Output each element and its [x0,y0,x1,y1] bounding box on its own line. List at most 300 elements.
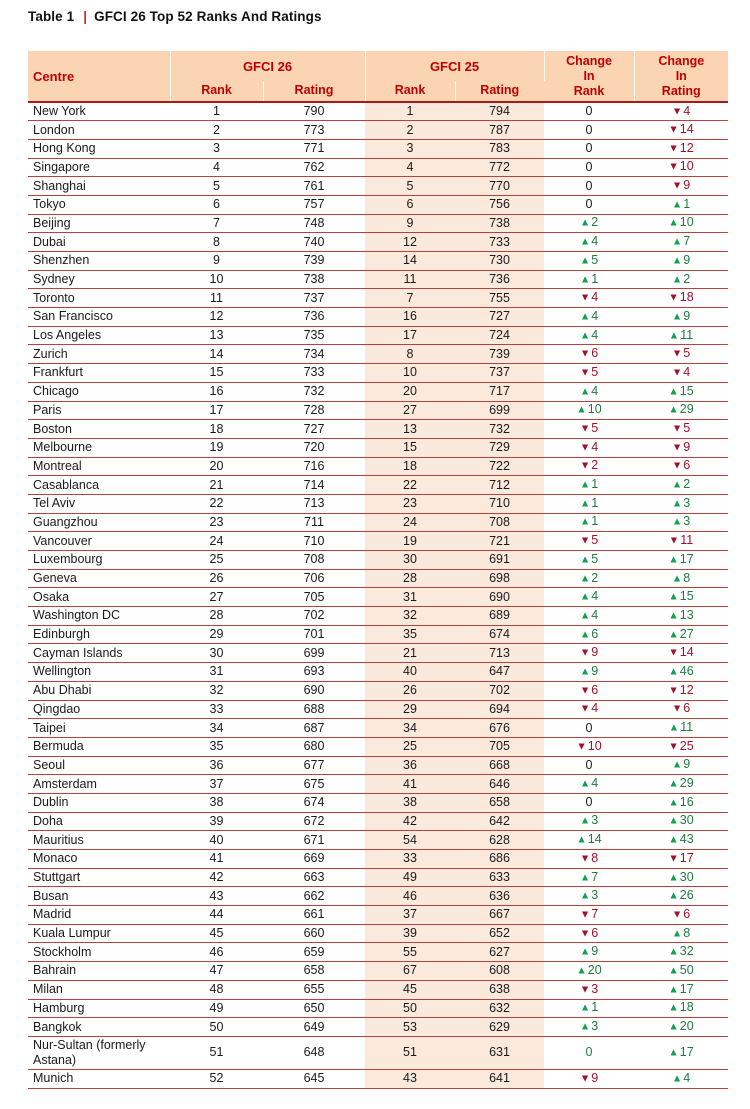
change-value: 0 [585,720,593,735]
gfci26-rank-cell: 9 [170,252,263,271]
gfci26-rank-cell: 15 [170,364,263,383]
gfci25-rating-cell: 667 [455,906,544,925]
change-in-rank-cell [544,719,634,738]
change-in-rank-line1: Change [566,54,612,68]
gfci25-rank-cell: 8 [365,345,455,364]
centre-cell: Melbourne [28,438,170,457]
change-value: 14 [587,832,602,847]
change-value: 7 [591,869,599,884]
down-triangle-icon: ▼ [668,534,680,547]
change-in-rating-cell [634,850,728,869]
down-triangle-icon: ▼ [671,441,683,454]
table-row [28,102,728,121]
gfci26-rank-cell: 25 [170,551,263,570]
down-triangle-icon: ▼ [671,105,683,118]
down-triangle-icon: ▼ [579,534,591,547]
change-value: 9 [591,645,599,660]
change-value: 4 [591,701,599,716]
gfci26-rating-cell: 761 [263,177,365,196]
gfci26-rank-cell: 38 [170,793,263,812]
up-triangle-icon: ▲ [576,403,587,416]
gfci25-rating-cell: 783 [455,139,544,158]
down-triangle-icon: ▼ [668,291,679,304]
change-value: 3 [683,495,691,510]
gfci26-rank-cell: 46 [170,943,263,962]
gfci25-rating-cell: 642 [455,812,544,831]
down-triangle-icon: ▼ [668,646,679,659]
gfci26-rating-cell: 773 [263,121,365,140]
centre-cell: Geneva [28,569,170,588]
change-value: 3 [591,981,599,996]
gfci25-rank-cell: 29 [365,700,455,719]
change-value: 18 [679,1000,694,1015]
change-value: 6 [683,458,691,473]
gfci25-rank-cell: 67 [365,962,455,981]
table-row [28,551,728,570]
change-value: 17 [679,981,694,996]
change-in-rating-cell [634,252,728,271]
table-row [28,308,728,327]
gfci25-rank-cell: 39 [365,924,455,943]
centre-cell: Frankfurt [28,364,170,383]
change-in-rating-cell [634,962,728,981]
gfci26-rank-cell: 20 [170,457,263,476]
table-row [28,252,728,271]
change-value: 4 [591,607,599,622]
gfci-ranks-table [28,51,728,1089]
table-row [28,233,728,252]
gfci25-rating-cell: 629 [455,1018,544,1037]
gfci26-rating-cell: 649 [263,1018,365,1037]
down-triangle-icon: ▼ [671,459,683,472]
change-in-rank-cell [544,233,634,252]
centre-cell: Vancouver [28,532,170,551]
change-in-rank-cell [544,700,634,719]
gfci26-rating-cell: 739 [263,252,365,271]
gfci26-rank-cell: 37 [170,775,263,794]
up-triangle-icon: ▲ [668,665,679,678]
centre-cell: Taipei [28,719,170,738]
change-in-rank-cell [544,345,634,364]
change-in-rating-cell [634,158,728,177]
centre-cell: Hong Kong [28,139,170,158]
gfci26-rating-cell: 716 [263,457,365,476]
gfci25-rating-cell: 721 [455,532,544,551]
change-value: 2 [591,215,599,230]
change-in-rating-cell [634,719,728,738]
down-triangle-icon: ▼ [579,646,591,659]
gfci26-rating-cell: 699 [263,644,365,663]
up-triangle-icon: ▲ [671,1072,683,1085]
change-value: 12 [679,682,694,697]
gfci25-rank-cell: 12 [365,233,455,252]
change-value: 2 [591,570,599,585]
gfci26-rank-cell: 32 [170,681,263,700]
gfci25-rating-cell: 628 [455,831,544,850]
up-triangle-icon: ▲ [579,497,591,510]
down-triangle-icon: ▼ [579,852,591,865]
gfci25-rating-cell: 729 [455,438,544,457]
table-row [28,382,728,401]
change-value: 0 [585,1045,593,1060]
gfci26-rating-cell: 658 [263,962,365,981]
gfci26-rank-cell: 8 [170,233,263,252]
up-triangle-icon: ▲ [579,216,591,229]
table-row [28,1069,728,1088]
gfci26-rank-cell: 27 [170,588,263,607]
down-triangle-icon: ▼ [579,291,591,304]
up-triangle-icon: ▲ [579,254,591,267]
centre-cell: London [28,121,170,140]
gfci25-rank-cell: 10 [365,364,455,383]
centre-cell: Hamburg [28,999,170,1018]
change-value: 0 [585,122,593,137]
gfci25-rank-cell: 15 [365,438,455,457]
up-triangle-icon: ▲ [668,216,679,229]
change-in-rating-cell [634,569,728,588]
gfci25-rank-cell: 16 [365,308,455,327]
up-triangle-icon: ▲ [671,198,683,211]
change-in-rating-cell [634,233,728,252]
up-triangle-icon: ▲ [668,1020,679,1033]
change-in-rank-cell [544,569,634,588]
gfci26-rank-cell: 14 [170,345,263,364]
gfci26-rank-cell: 13 [170,326,263,345]
gfci26-rating-cell: 706 [263,569,365,588]
up-triangle-icon: ▲ [579,1001,591,1014]
change-in-rating-cell [634,681,728,700]
change-in-rating-cell [634,1069,728,1088]
table-body [28,102,728,1088]
gfci25-rating-cell: 668 [455,756,544,775]
down-triangle-icon: ▼ [671,908,683,921]
gfci25-rank-cell: 38 [365,793,455,812]
gfci25-rating-cell: 710 [455,494,544,513]
up-triangle-icon: ▲ [668,796,679,809]
gfci25-rank-cell: 49 [365,868,455,887]
change-in-rank-cell [544,102,634,121]
gfci26-rating-cell: 738 [263,270,365,289]
gfci26-rating-cell: 728 [263,401,365,420]
gfci25-rating-cell: 646 [455,775,544,794]
change-in-rank-cell [544,494,634,513]
gfci26-rating-cell: 687 [263,719,365,738]
change-in-rating-cell [634,607,728,626]
change-value: 6 [683,701,691,716]
gfci26-rank-cell: 4 [170,158,263,177]
up-triangle-icon: ▲ [668,553,679,566]
table-row [28,289,728,308]
table-row [28,887,728,906]
gfci25-rank-cell: 53 [365,1018,455,1037]
change-value: 5 [591,533,599,548]
table-row [28,812,728,831]
table-row [28,793,728,812]
change-in-rating-cell [634,980,728,999]
centre-cell: Chicago [28,382,170,401]
change-in-rank-cell [544,850,634,869]
gfci25-rating-cell: 658 [455,793,544,812]
change-value: 6 [591,925,599,940]
gfci26-rank-cell: 3 [170,139,263,158]
change-in-rank-cell [544,812,634,831]
table-row [28,644,728,663]
change-in-rating-cell [634,663,728,682]
up-triangle-icon: ▲ [576,833,587,846]
gfci26-rank-cell: 35 [170,737,263,756]
table-row [28,999,728,1018]
change-value: 4 [591,308,599,323]
gfci26-rating-cell: 713 [263,494,365,513]
gfci25-rank-cell: 54 [365,831,455,850]
up-triangle-icon: ▲ [668,403,679,416]
gfci25-rank-cell: 9 [365,214,455,233]
gfci25-rank-cell: 24 [365,513,455,532]
change-value: 11 [680,327,694,342]
change-in-rank-cell [544,756,634,775]
gfci25-rating-cell: 724 [455,326,544,345]
up-triangle-icon: ▲ [579,553,591,566]
change-value: 6 [591,346,599,361]
centre-cell: Osaka [28,588,170,607]
change-value: 5 [591,252,599,267]
gfci26-rank-cell: 29 [170,625,263,644]
change-in-rating-cell [634,588,728,607]
gfci26-rating-cell: 677 [263,756,365,775]
change-value: 8 [683,925,691,940]
up-triangle-icon: ▲ [576,964,587,977]
change-in-rank-cell [544,420,634,439]
down-triangle-icon: ▼ [671,366,683,379]
up-triangle-icon: ▲ [579,273,591,286]
up-triangle-icon: ▲ [579,310,591,323]
down-triangle-icon: ▼ [579,927,591,940]
gfci26-rank-cell: 42 [170,868,263,887]
gfci25-rating-cell: 608 [455,962,544,981]
change-value: 14 [679,645,694,660]
centre-cell: Guangzhou [28,513,170,532]
change-in-rank-cell [544,214,634,233]
up-triangle-icon: ▲ [579,777,591,790]
gfci26-rank-cell: 45 [170,924,263,943]
gfci26-rank-cell: 28 [170,607,263,626]
change-value: 11 [680,720,694,735]
change-in-rating-cell [634,999,728,1018]
change-value: 30 [679,813,694,828]
up-triangle-icon: ▲ [579,235,591,248]
change-value: 14 [679,122,694,137]
gfci26-rating-cell: 714 [263,476,365,495]
change-value: 4 [591,439,599,454]
change-in-rank-cell [544,252,634,271]
table-row [28,719,728,738]
centre-cell: Stockholm [28,943,170,962]
change-value: 12 [679,140,694,155]
change-in-rating-line3: Rating [661,84,701,98]
column-header-centre: Centre [28,51,170,102]
gfci25-rank-cell: 51 [365,1036,455,1069]
centre-cell: Zurich [28,345,170,364]
gfci26-rank-cell: 7 [170,214,263,233]
change-in-rank-cell [544,438,634,457]
change-in-rank-line2: In [583,69,595,83]
gfci26-rating-cell: 648 [263,1036,365,1069]
change-in-rating-cell [634,812,728,831]
gfci26-rank-cell: 47 [170,962,263,981]
gfci26-rating-cell: 693 [263,663,365,682]
centre-cell: Dubai [28,233,170,252]
gfci26-rating-cell: 736 [263,308,365,327]
change-value: 0 [585,104,593,119]
change-value: 10 [587,402,602,417]
up-triangle-icon: ▲ [579,478,591,491]
table-row [28,158,728,177]
down-triangle-icon: ▼ [579,908,591,921]
change-value: 15 [679,589,694,604]
change-value: 0 [585,178,593,193]
gfci26-rank-cell: 39 [170,812,263,831]
gfci26-rank-cell: 22 [170,494,263,513]
down-triangle-icon: ▼ [579,684,591,697]
gfci26-rank-cell: 26 [170,569,263,588]
gfci25-rank-cell: 27 [365,401,455,420]
gfci26-rating-cell: 690 [263,681,365,700]
gfci26-rank-cell: 48 [170,980,263,999]
change-in-rating-cell [634,457,728,476]
change-value: 10 [679,215,694,230]
gfci25-rank-cell: 33 [365,850,455,869]
gfci25-rank-cell: 21 [365,644,455,663]
centre-cell: Cayman Islands [28,644,170,663]
down-triangle-icon: ▼ [671,179,683,192]
change-in-rank-cell [544,308,634,327]
gfci25-rating-cell: 717 [455,382,544,401]
change-in-rank-cell [544,382,634,401]
change-in-rating-cell [634,644,728,663]
gfci25-rating-cell: 756 [455,195,544,214]
change-value: 5 [591,551,599,566]
up-triangle-icon: ▲ [579,1020,591,1033]
gfci25-rank-cell: 11 [365,270,455,289]
change-in-rank-cell [544,625,634,644]
gfci25-rank-cell: 42 [365,812,455,831]
centre-cell: Amsterdam [28,775,170,794]
change-in-rating-cell [634,270,728,289]
gfci25-rating-cell: 713 [455,644,544,663]
centre-cell: Edinburgh [28,625,170,644]
column-group-gfci25: GFCI 25 [365,51,544,81]
change-value: 6 [591,626,599,641]
up-triangle-icon: ▲ [579,572,591,585]
centre-cell: Munich [28,1069,170,1088]
change-value: 3 [591,1019,599,1034]
change-value: 0 [585,795,593,810]
table-row [28,980,728,999]
gfci26-rank-cell: 12 [170,308,263,327]
change-in-rating-cell [634,1018,728,1037]
gfci25-rating-cell: 694 [455,700,544,719]
gfci25-rank-cell: 19 [365,532,455,551]
up-triangle-icon: ▲ [671,235,683,248]
change-value: 1 [591,514,599,529]
page-title [28,9,750,24]
gfci25-rating-cell: 732 [455,420,544,439]
up-triangle-icon: ▲ [668,1046,679,1059]
change-in-rating-line1: Change [658,54,705,68]
table-row [28,924,728,943]
change-in-rank-cell [544,121,634,140]
change-value: 7 [683,234,691,249]
column-header-change-in-rank [544,51,634,102]
change-value: 46 [679,663,694,678]
gfci25-rank-cell: 28 [365,569,455,588]
change-in-rank-cell [544,999,634,1018]
gfci25-rank-cell: 34 [365,719,455,738]
change-in-rating-cell [634,551,728,570]
gfci25-rank-cell: 3 [365,139,455,158]
centre-cell: New York [28,102,170,121]
title-text: GFCI 26 Top 52 Ranks And Ratings [94,9,322,24]
up-triangle-icon: ▲ [671,497,683,510]
gfci26-rank-cell: 18 [170,420,263,439]
column-header-gfci25-rating: Rating [455,81,544,102]
up-triangle-icon: ▲ [579,515,591,528]
down-triangle-icon: ▼ [579,366,591,379]
up-triangle-icon: ▲ [668,609,679,622]
gfci26-rating-cell: 672 [263,812,365,831]
gfci26-rank-cell: 33 [170,700,263,719]
gfci25-rating-cell: 702 [455,681,544,700]
gfci25-rank-cell: 30 [365,551,455,570]
change-in-rank-cell [544,775,634,794]
change-value: 5 [591,421,599,436]
change-in-rank-cell [544,644,634,663]
table-row [28,831,728,850]
change-value: 6 [683,906,691,921]
gfci25-rank-cell: 7 [365,289,455,308]
change-in-rank-cell [544,681,634,700]
change-in-rank-cell [544,476,634,495]
change-in-rank-cell [544,177,634,196]
change-in-rating-cell [634,625,728,644]
change-value: 5 [683,346,691,361]
table-row [28,700,728,719]
change-value: 4 [683,1070,691,1085]
gfci25-rating-cell: 638 [455,980,544,999]
change-in-rank-cell [544,270,634,289]
centre-cell: Milan [28,980,170,999]
table-row [28,663,728,682]
down-triangle-icon: ▼ [668,142,679,155]
gfci25-rank-cell: 2 [365,121,455,140]
centre-cell: Bahrain [28,962,170,981]
column-group-gfci26: GFCI 26 [170,51,365,81]
change-in-rating-cell [634,1036,728,1069]
change-value: 4 [591,589,599,604]
change-value: 13 [679,607,694,622]
change-in-rating-cell [634,214,728,233]
gfci25-rating-cell: 722 [455,457,544,476]
change-in-rank-cell [544,980,634,999]
gfci25-rank-cell: 20 [365,382,455,401]
change-in-rating-cell [634,121,728,140]
table-row [28,625,728,644]
change-in-rating-cell [634,289,728,308]
down-triangle-icon: ▼ [576,740,587,753]
gfci25-rank-cell: 50 [365,999,455,1018]
change-value: 20 [679,1019,694,1034]
up-triangle-icon: ▲ [579,590,591,603]
